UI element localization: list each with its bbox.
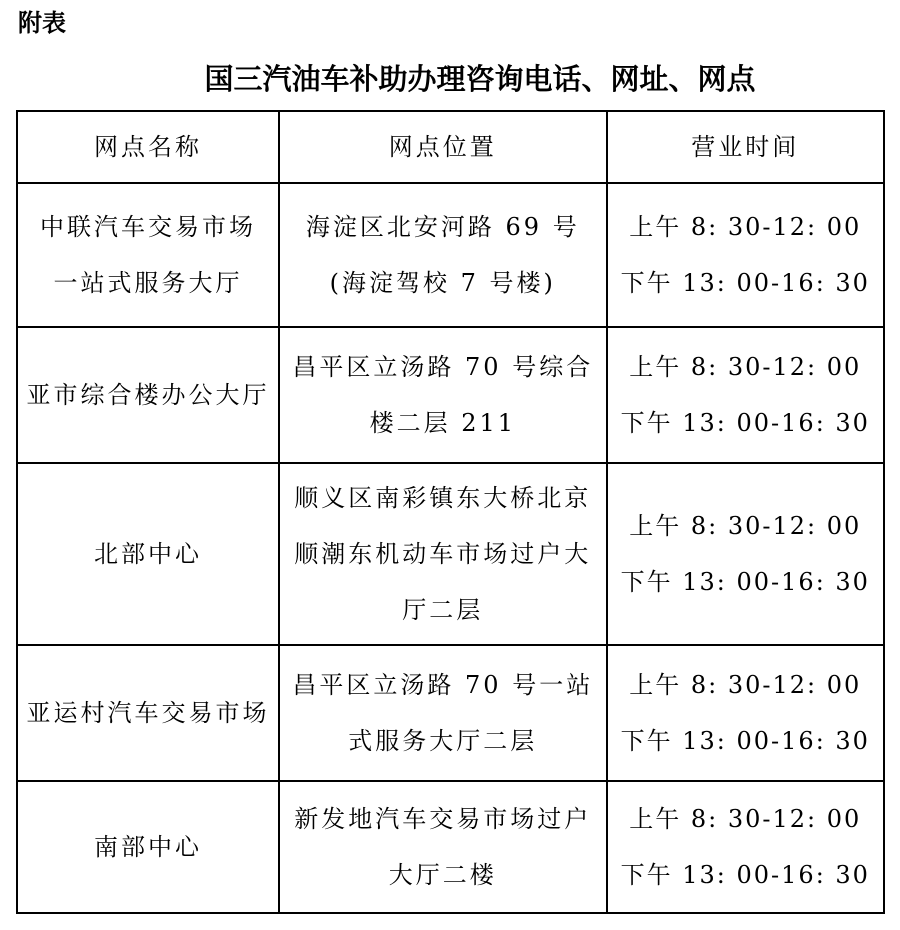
- point-name-cell: 亚运村汽车交易市场: [17, 645, 279, 781]
- header-point-name: 网点名称: [17, 111, 279, 183]
- business-hours-cell: 上午 8: 30-12: 00 下午 13: 00-16: 30: [607, 645, 884, 781]
- point-name-cell: 中联汽车交易市场 一站式服务大厅: [17, 183, 279, 327]
- table-row: [17, 645, 884, 781]
- table-row: [17, 183, 884, 327]
- point-location-cell: 新发地汽车交易市场过户大厅二楼: [279, 781, 607, 913]
- point-name-cell: 南部中心: [17, 781, 279, 913]
- point-name-cell: 北部中心: [17, 463, 279, 645]
- header-business-hours: 营业时间: [607, 111, 884, 183]
- point-location-cell: 昌平区立汤路 70 号一站式服务大厅二层: [279, 645, 607, 781]
- service-points-table: [16, 110, 885, 914]
- business-hours-cell: 上午 8: 30-12: 00 下午 13: 00-16: 30: [607, 463, 884, 645]
- point-name-cell: 亚市综合楼办公大厅: [17, 327, 279, 463]
- table-row: [17, 781, 884, 913]
- point-location-cell: 海淀区北安河路 69 号 (海淀驾校 7 号楼): [279, 183, 607, 327]
- point-location-cell: 顺义区南彩镇东大桥北京顺潮东机动车市场过户大厅二层: [279, 463, 607, 645]
- table-header-row: [17, 111, 884, 183]
- table-row: [17, 463, 884, 645]
- point-location-cell: 昌平区立汤路 70 号综合楼二层 211: [279, 327, 607, 463]
- appendix-label: 附表: [18, 9, 66, 37]
- document-title: 国三汽油车补助办理咨询电话、网址、网点: [204, 62, 756, 96]
- business-hours-cell: 上午 8: 30-12: 00 下午 13: 00-16: 30: [607, 183, 884, 327]
- table-row: [17, 327, 884, 463]
- business-hours-cell: 上午 8: 30-12: 00 下午 13: 00-16: 30: [607, 781, 884, 913]
- header-point-location: 网点位置: [279, 111, 607, 183]
- business-hours-cell: 上午 8: 30-12: 00 下午 13: 00-16: 30: [607, 327, 884, 463]
